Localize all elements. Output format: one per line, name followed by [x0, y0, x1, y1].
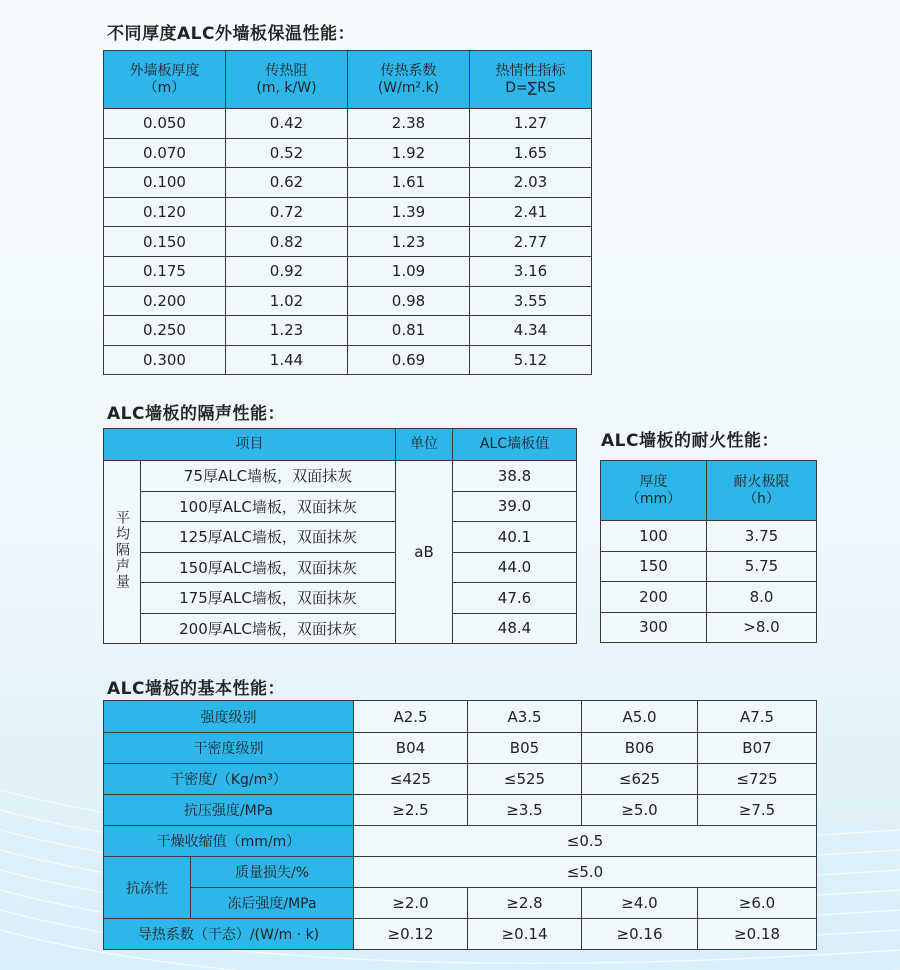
table-cell: 0.150	[104, 227, 226, 257]
header-thickness: 外墙板厚度 （m）	[104, 51, 226, 109]
cell: ≥3.5	[468, 795, 582, 826]
cell: ≥0.12	[354, 919, 468, 950]
cell: ≥5.0	[582, 795, 698, 826]
frost-label: 抗冻性	[104, 857, 191, 919]
table-cell: 4.34	[470, 316, 592, 346]
row-label: 干密度级别	[104, 733, 354, 764]
table-row	[104, 613, 577, 644]
fire-title: ALC墙板的耐火性能：	[601, 431, 779, 451]
cell: ≥0.18	[698, 919, 817, 950]
row-label: 抗压强度/MPa	[104, 795, 354, 826]
value-cell: 40.1	[453, 522, 577, 553]
thermal-title: 不同厚度ALC外墙板保温性能：	[107, 24, 355, 44]
table-cell: 3.55	[470, 286, 592, 316]
table-row	[104, 168, 592, 198]
table-cell: 3.16	[470, 256, 592, 286]
table-row	[104, 345, 592, 375]
cell: ≤525	[468, 764, 582, 795]
mass-loss-row	[104, 857, 817, 888]
item-cell: 150厚ALC墙板，双面抹灰	[141, 552, 396, 583]
table-cell: 1.92	[348, 138, 470, 168]
row-label: 冻后强度/MPa	[191, 888, 354, 919]
item-cell: 175厚ALC墙板，双面抹灰	[141, 583, 396, 614]
strength-grade-row	[104, 701, 817, 733]
table-row	[104, 138, 592, 168]
table-cell: 1.44	[226, 345, 348, 375]
cell: B07	[698, 733, 817, 764]
table-row	[104, 316, 592, 346]
table-cell: 2.38	[348, 109, 470, 139]
cell: ≥7.5	[698, 795, 817, 826]
table-cell: 0.62	[226, 168, 348, 198]
table-cell: 0.100	[104, 168, 226, 198]
table-cell: >8.0	[707, 612, 817, 643]
row-label: 干密度/（Kg/m³）	[104, 764, 354, 795]
header-fire-limit: 耐火极限 （h）	[707, 461, 817, 521]
table-row	[601, 551, 817, 582]
table-row	[104, 109, 592, 139]
item-cell: 200厚ALC墙板，双面抹灰	[141, 613, 396, 644]
table-row	[104, 227, 592, 257]
row-label: 质量损失/%	[191, 857, 354, 888]
fire-table	[600, 460, 817, 643]
header-value: ALC墙板值	[453, 429, 577, 461]
table-row	[104, 552, 577, 583]
basic-table	[103, 700, 817, 950]
cell: ≥6.0	[698, 888, 817, 919]
header-coefficient: 传热系数 (W/m².k)	[348, 51, 470, 109]
thermal-header-row	[104, 51, 592, 109]
table-cell: 5.12	[470, 345, 592, 375]
table-cell: 3.75	[707, 521, 817, 552]
table-cell: 2.77	[470, 227, 592, 257]
header-inertia: 热情性指标 D=∑RS	[470, 51, 592, 109]
table-row	[601, 612, 817, 643]
table-row	[104, 491, 577, 522]
table-cell: 1.23	[226, 316, 348, 346]
conductivity-row	[104, 919, 817, 950]
value-cell: 47.6	[453, 583, 577, 614]
table-cell: 200	[601, 582, 707, 613]
cell: ≥0.14	[468, 919, 582, 950]
cell: ≥0.16	[582, 919, 698, 950]
row-label: 导热系数（干态）/(W/m · k)	[104, 919, 354, 950]
table-cell: 0.175	[104, 256, 226, 286]
table-row	[104, 461, 577, 492]
fire-header-row	[601, 461, 817, 521]
cell: ≥2.8	[468, 888, 582, 919]
header-fire-thickness: 厚度 （mm）	[601, 461, 707, 521]
table-row	[104, 286, 592, 316]
unit-cell: aB	[396, 461, 453, 644]
table-cell: 8.0	[707, 582, 817, 613]
table-cell: 100	[601, 521, 707, 552]
table-cell: 0.050	[104, 109, 226, 139]
table-row	[601, 521, 817, 552]
table-cell: 1.27	[470, 109, 592, 139]
table-cell: 0.69	[348, 345, 470, 375]
item-cell: 100厚ALC墙板，双面抹灰	[141, 491, 396, 522]
cell: ≥2.0	[354, 888, 468, 919]
cell: B04	[354, 733, 468, 764]
table-cell: 2.41	[470, 197, 592, 227]
table-row	[104, 583, 577, 614]
header-resistance: 传热阻 (m, k/W)	[226, 51, 348, 109]
table-cell: 0.300	[104, 345, 226, 375]
header-item: 项目	[104, 429, 396, 461]
table-row	[601, 582, 817, 613]
cell: ≤425	[354, 764, 468, 795]
table-cell: 0.81	[348, 316, 470, 346]
table-cell: 300	[601, 612, 707, 643]
table-cell: 0.82	[226, 227, 348, 257]
table-cell: 0.92	[226, 256, 348, 286]
table-cell: 0.52	[226, 138, 348, 168]
value-cell: 39.0	[453, 491, 577, 522]
item-cell: 75厚ALC墙板，双面抹灰	[141, 461, 396, 492]
table-cell: 0.250	[104, 316, 226, 346]
item-cell: 125厚ALC墙板，双面抹灰	[141, 522, 396, 553]
table-cell: 0.72	[226, 197, 348, 227]
frost-strength-row	[104, 888, 817, 919]
density-row	[104, 764, 817, 795]
row-label: 干燥收缩值（mm/m）	[104, 826, 354, 857]
cell: A5.0	[582, 701, 698, 733]
table-cell: 5.75	[707, 551, 817, 582]
cell: A7.5	[698, 701, 817, 733]
cell: A3.5	[468, 701, 582, 733]
cell: B06	[582, 733, 698, 764]
table-cell: 1.61	[348, 168, 470, 198]
shrinkage-row	[104, 826, 817, 857]
cell: ≥4.0	[582, 888, 698, 919]
cell: ≤5.0	[354, 857, 817, 888]
sound-table	[103, 428, 577, 644]
table-row	[104, 522, 577, 553]
table-cell: 0.42	[226, 109, 348, 139]
table-cell: 1.09	[348, 256, 470, 286]
cell: ≤0.5	[354, 826, 817, 857]
group-label	[104, 461, 141, 644]
header-unit: 单位	[396, 429, 453, 461]
value-cell: 48.4	[453, 613, 577, 644]
table-row	[104, 197, 592, 227]
thermal-table	[103, 50, 592, 375]
table-cell: 1.65	[470, 138, 592, 168]
compressive-row	[104, 795, 817, 826]
table-cell: 0.98	[348, 286, 470, 316]
table-cell: 0.070	[104, 138, 226, 168]
density-grade-row	[104, 733, 817, 764]
table-row	[104, 256, 592, 286]
table-cell: 2.03	[470, 168, 592, 198]
table-cell: 0.120	[104, 197, 226, 227]
cell: ≤725	[698, 764, 817, 795]
cell: ≤625	[582, 764, 698, 795]
value-cell: 44.0	[453, 552, 577, 583]
cell: B05	[468, 733, 582, 764]
table-cell: 150	[601, 551, 707, 582]
cell: ≥2.5	[354, 795, 468, 826]
basic-title: ALC墙板的基本性能：	[107, 679, 285, 699]
table-cell: 1.02	[226, 286, 348, 316]
value-cell: 38.8	[453, 461, 577, 492]
sound-title: ALC墙板的隔声性能：	[107, 404, 285, 424]
group-label-text: 平均隔声量	[114, 510, 130, 590]
sound-header-row	[104, 429, 577, 461]
table-cell: 1.23	[348, 227, 470, 257]
row-label: 强度级别	[104, 701, 354, 733]
table-cell: 0.200	[104, 286, 226, 316]
cell: A2.5	[354, 701, 468, 733]
table-cell: 1.39	[348, 197, 470, 227]
